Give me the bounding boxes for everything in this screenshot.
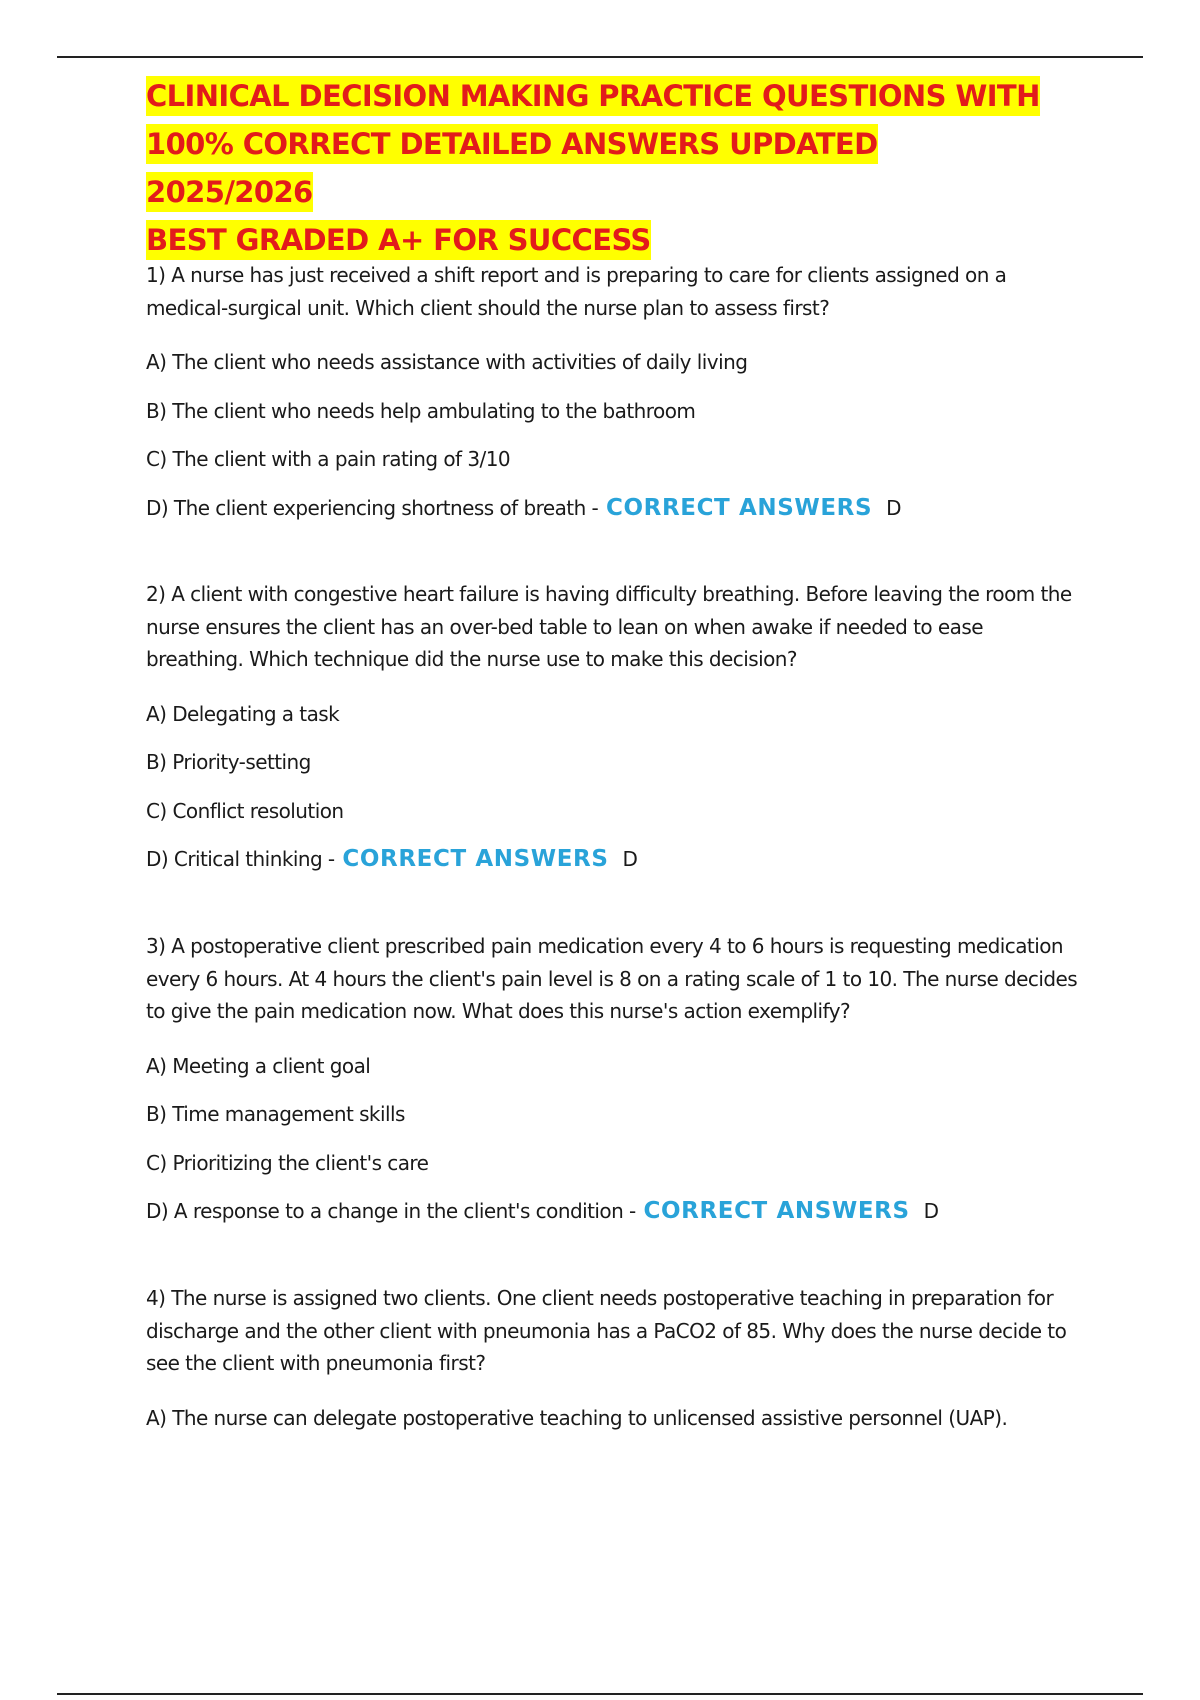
question-text: 1) A nurse has just received a shift report and is preparing to care for clients assigned on a medical-surgical unit. Which client should the nurse plan to assess first? bbox=[146, 263, 1007, 320]
option-b: B) Priority-setting bbox=[146, 750, 311, 774]
title-line-2: 100% CORRECT DETAILED ANSWERS UPDATED 2025/2026 bbox=[146, 124, 878, 212]
question-text: 3) A postoperative client prescribed pain medication every 4 to 6 hours is requesting medication every 6 hours. At 4 hours the client's pain level is 8 on a rating scale of 1 to 10. The nurse decides to give the pain medication now. What does this nurse's action exemplify? bbox=[146, 934, 1078, 1023]
question-text: 2) A client with congestive heart failure is having difficulty breathing. Before leaving the room the nurse ensures the client has an over-bed table to lean on when awake if needed to ease breathing. Which technique did the nurse use to make this decision? bbox=[146, 582, 1072, 671]
correct-answers-label: CORRECT ANSWERS bbox=[643, 1198, 910, 1224]
question-4 bbox=[146, 1282, 1086, 1442]
option-d-text: D) A response to a change in the client's condition - bbox=[146, 1199, 636, 1223]
option-d bbox=[146, 484, 1086, 533]
answer-letter: D bbox=[622, 847, 638, 871]
answer-letter: D bbox=[886, 495, 901, 520]
correct-answers-label: CORRECT ANSWERS bbox=[342, 846, 609, 872]
option-a: A) The client who needs assistance with activities of daily living bbox=[146, 350, 748, 374]
correct-answers-label: CORRECT ANSWERS bbox=[606, 494, 873, 521]
option-a: A) Delegating a task bbox=[146, 701, 340, 726]
question-3 bbox=[146, 930, 1086, 1236]
option-d bbox=[146, 835, 1086, 884]
option-d bbox=[146, 1187, 1086, 1236]
option-d-text: D) Critical thinking - bbox=[146, 847, 335, 871]
option-c: C) The client with a pain rating of 3/10 bbox=[146, 447, 511, 471]
answer-letter: D bbox=[923, 1199, 939, 1223]
option-b: B) The client who needs help ambulating to the bathroom bbox=[146, 398, 696, 423]
option-a: A) Meeting a client goal bbox=[146, 1053, 371, 1078]
question-1 bbox=[146, 259, 1086, 532]
title-line-3: BEST GRADED A+ FOR SUCCESS bbox=[146, 220, 651, 260]
option-c: C) Conflict resolution bbox=[146, 798, 344, 823]
option-b: B) Time management skills bbox=[146, 1102, 405, 1126]
bottom-divider bbox=[57, 1693, 1143, 1695]
page-title bbox=[146, 72, 1046, 264]
question-text: 4) The nurse is assigned two clients. One client needs postoperative teaching in preparation for discharge and the other client with pneumonia has a PaCO2 of 85. Why does the nurse decide to see the client with pneumonia first? bbox=[146, 1286, 1067, 1375]
question-2 bbox=[146, 578, 1086, 884]
top-divider bbox=[57, 56, 1143, 58]
option-a: A) The nurse can delegate postoperative teaching to unlicensed assistive personnel (UAP). bbox=[146, 1405, 1008, 1430]
option-c: C) Prioritizing the client's care bbox=[146, 1150, 429, 1175]
title-line-1: CLINICAL DECISION MAKING PRACTICE QUESTIONS WITH bbox=[146, 76, 1040, 116]
option-d-text: D) The client experiencing shortness of breath - bbox=[146, 495, 599, 520]
